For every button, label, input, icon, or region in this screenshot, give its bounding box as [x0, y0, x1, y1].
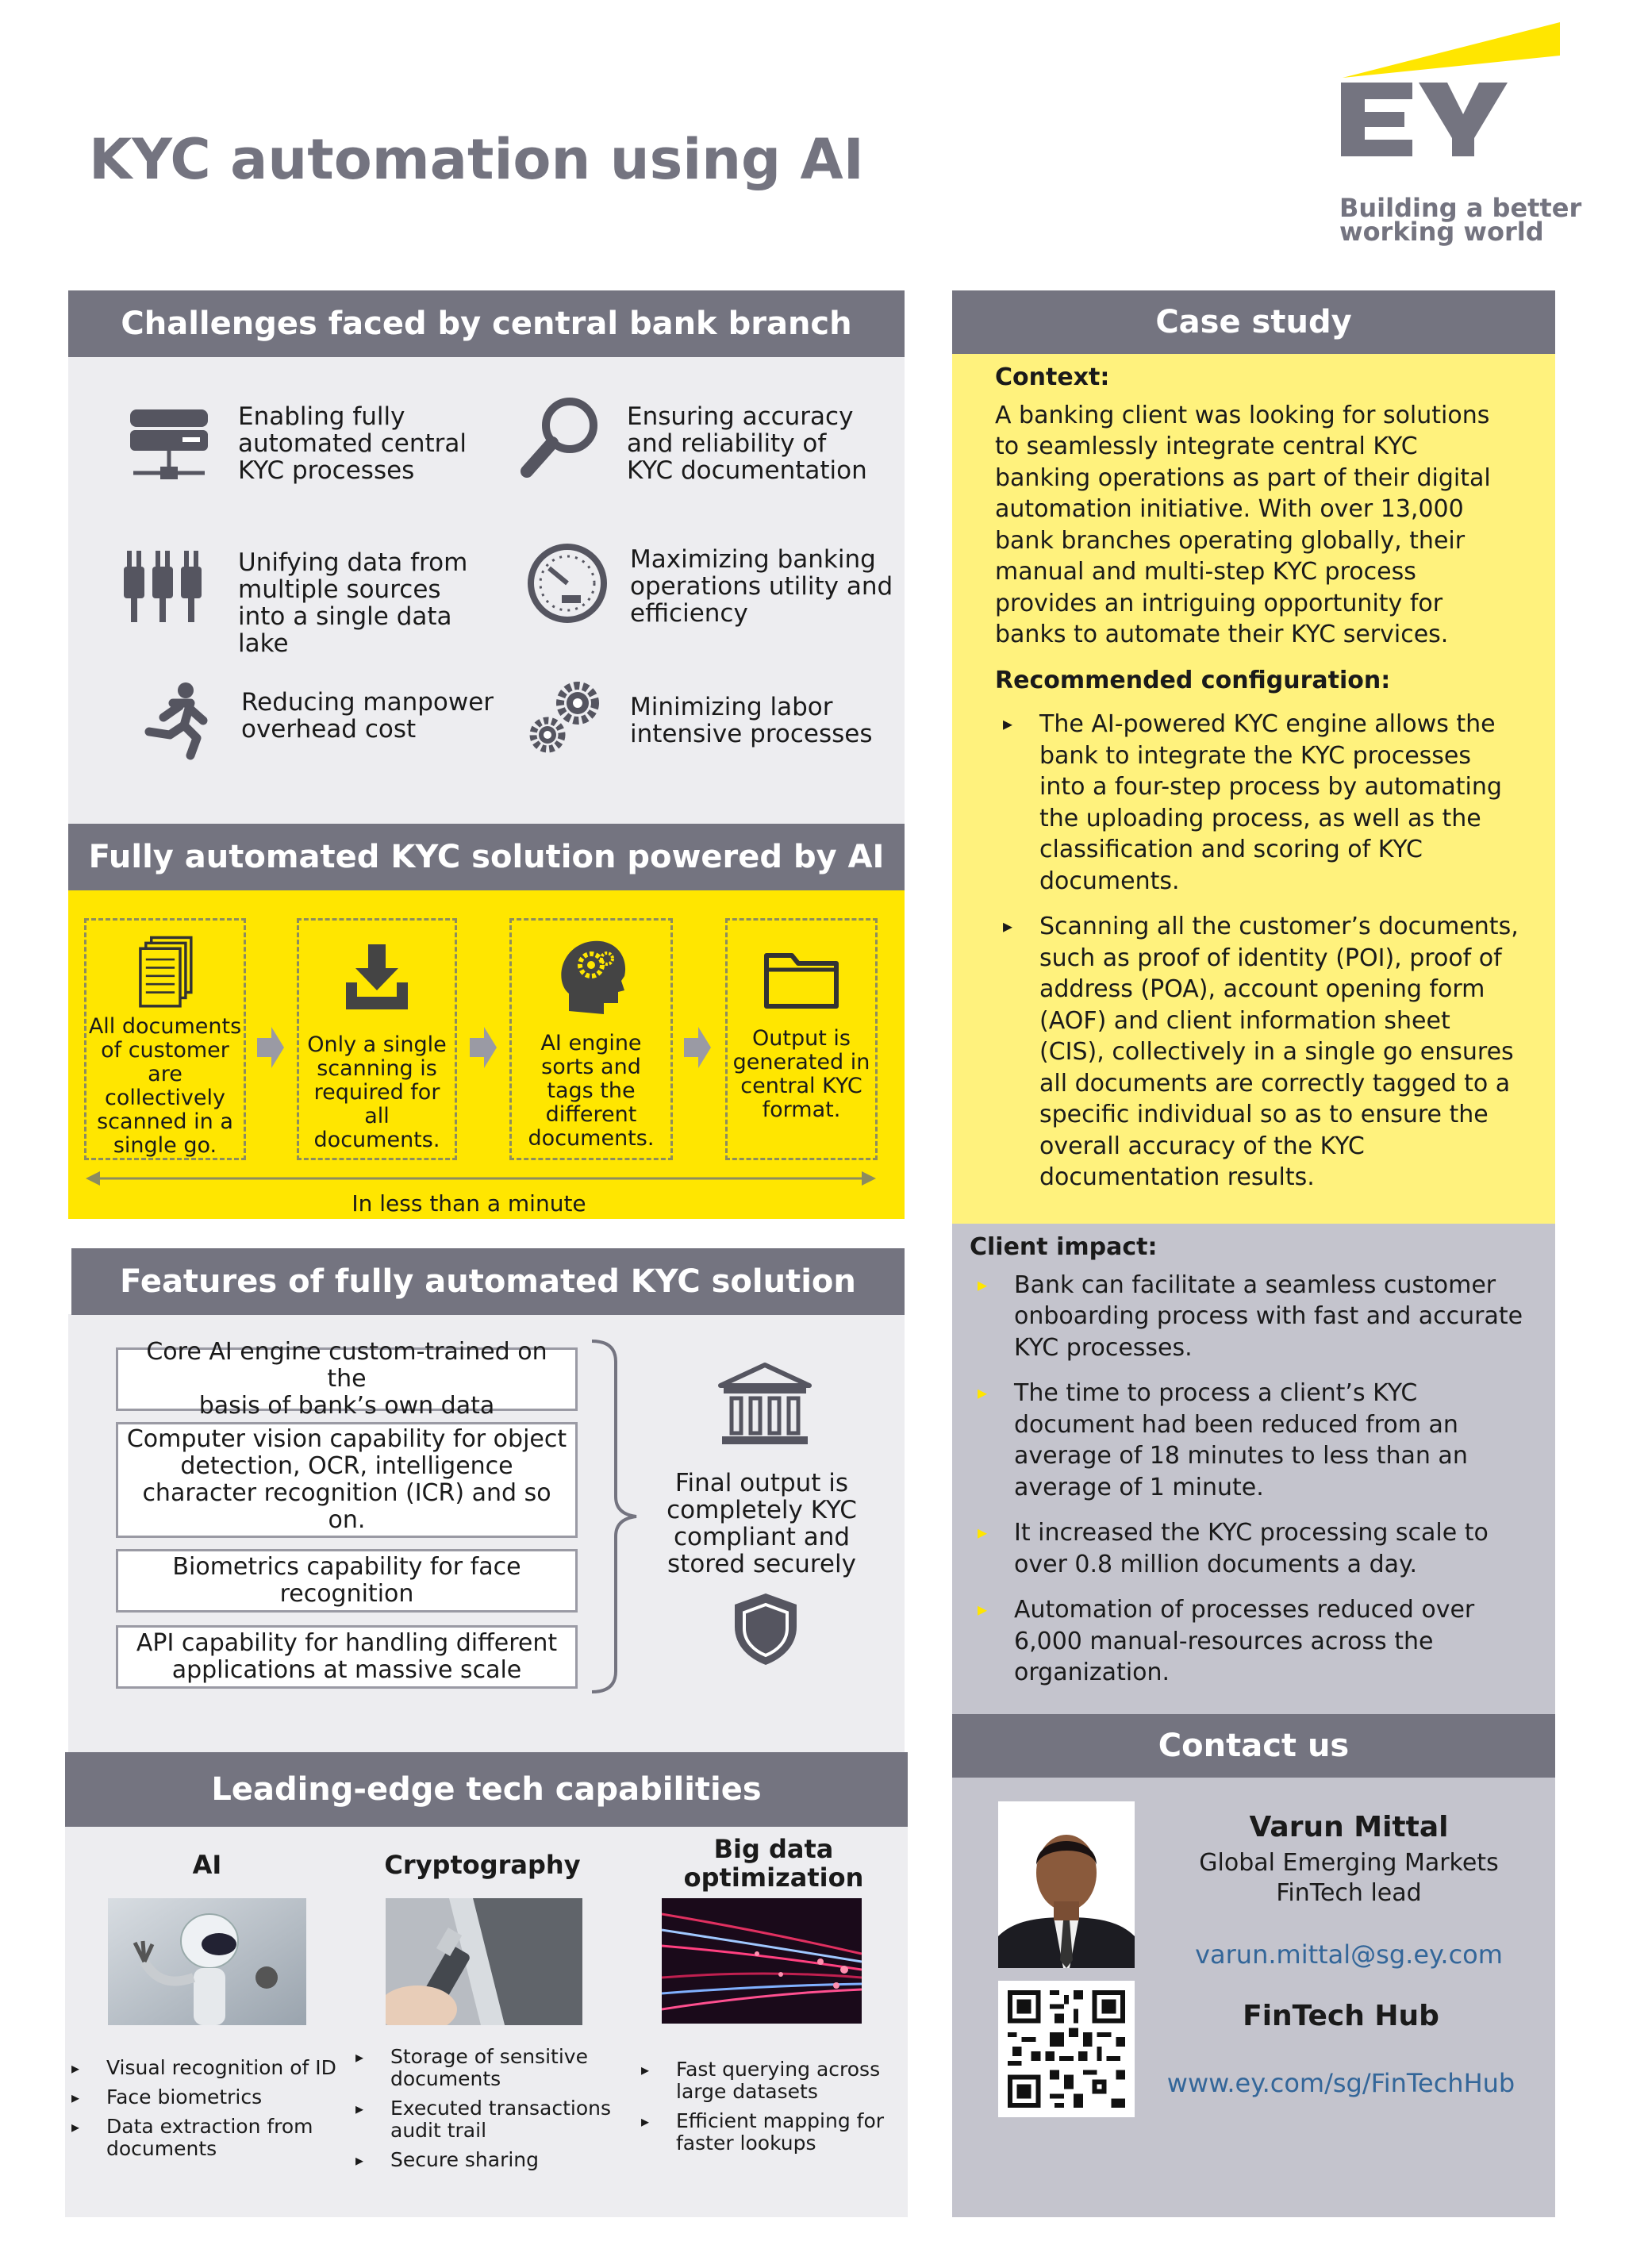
- robot-image: [108, 1898, 306, 2025]
- client-impact: [970, 1232, 1541, 1703]
- step-text-1: All documents of customer are collectively scanned in a single go.: [88, 1014, 242, 1158]
- server-icon: [125, 402, 213, 489]
- avatar: [998, 1801, 1135, 1968]
- challenge-text-4: Maximizing banking operations utility and efficiency: [630, 545, 893, 628]
- solution-step-1: [84, 918, 246, 1160]
- bullet-item: ▸ Visual recognition of ID: [71, 2057, 341, 2079]
- bullet-item: ▸ Storage of sensitive documents: [355, 2046, 625, 2090]
- case-study-header: Case study: [952, 290, 1555, 354]
- gears-icon: [522, 675, 609, 762]
- usb-key-image: [386, 1898, 582, 2025]
- documents-icon: [132, 935, 198, 1010]
- tech-title-crypto: Cryptography: [384, 1850, 581, 1880]
- context-label: Context:: [995, 363, 1110, 391]
- bullet-item: ▸ Face biometrics: [71, 2086, 341, 2108]
- config-bullet: ▸ Scanning all the customer’s documents, such as proof of identity (POI), proof of address (POA), account opening form (AOF) and client information sheet (CIS), collectively in a single go ensures all documents are correctly tagged to a specific individual so as to ensure the overall accuracy of the KYC documentation results.: [995, 911, 1519, 1194]
- folder-icon: [763, 948, 839, 1011]
- qr-code-icon[interactable]: [998, 1981, 1135, 2117]
- challenges-header: Challenges faced by central bank branch: [68, 290, 905, 357]
- feature-item-2: Computer vision capability for object detection, OCR, intelligence character recognition (ICR) and so on.: [116, 1422, 578, 1538]
- challenge-text-6: Minimizing labor intensive processes: [630, 693, 873, 748]
- ey-tagline-2: working world: [1339, 217, 1544, 247]
- magnifier-icon: [517, 394, 605, 481]
- shield-icon: [730, 1590, 801, 1666]
- final-output-text: Final output is completely KYC compliant and stored securely: [667, 1469, 857, 1578]
- contact-email-link[interactable]: varun.mittal@sg.ey.com: [1195, 1939, 1503, 1970]
- feature-item-1: Core AI engine custom-trained on the basis of bank’s own data: [116, 1347, 578, 1411]
- tech-title-bigdata: Big data optimization: [683, 1834, 864, 1893]
- fintech-hub-link[interactable]: www.ey.com/sg/FinTechHub: [1166, 2068, 1516, 2098]
- solution-step-3: [509, 918, 673, 1160]
- arrow-icon-2: [468, 1024, 498, 1071]
- impact-label: Client impact:: [970, 1233, 1158, 1261]
- step-text-2: Only a single scanning is required for all documents.: [307, 1032, 447, 1152]
- impact-bullet: ▸ Automation of processes reduced over 6,000 manual-resources across the organization.: [970, 1594, 1541, 1689]
- contact-header: Contact us: [952, 1714, 1555, 1778]
- tech-bullets-crypto: [355, 2046, 625, 2178]
- feature-item-4: API capability for handling different applications at massive scale: [116, 1625, 578, 1689]
- arrow-icon-1: [255, 1024, 286, 1071]
- contact-role-2: FinTech lead: [1276, 1879, 1422, 1907]
- feature-item-3: Biometrics capability for face recognition: [116, 1549, 578, 1613]
- impact-bullet: ▸ It increased the KYC processing scale to over 0.8 million documents a day.: [970, 1517, 1541, 1580]
- config-bullet: ▸ The AI-powered KYC engine allows the bank to integrate the KYC processes into a four-step process by automating the uploading process, as well as the classification and scoring of KYC documents.: [995, 709, 1519, 897]
- running-person-icon: [133, 679, 221, 767]
- bullet-item: ▸ Fast querying across large datasets: [641, 2058, 895, 2103]
- step-text-3: AI engine sorts and tags the different documents.: [528, 1031, 655, 1151]
- context-text: A banking client was looking for solutions to seamlessly integrate central KYC banking operations as part of their digital automation initiative. With over 13,000 bank branches operating globally, their manual and multi-step KYC process provides an intriguing opportunity for banks to automate their KYC services.: [995, 401, 1491, 648]
- ey-logo-mark-icon: [1333, 22, 1571, 157]
- features-header: Features of fully automated KYC solution: [71, 1248, 905, 1315]
- contact-role-1: Global Emerging Markets: [1199, 1849, 1499, 1877]
- solution-header: Fully automated KYC solution powered by AI: [68, 824, 905, 890]
- solution-step-2: [297, 918, 457, 1160]
- arrow-icon-3: [682, 1024, 713, 1071]
- ey-tagline-1: Building a better: [1339, 193, 1582, 223]
- challenge-text-5: Reducing manpower overhead cost: [241, 688, 494, 744]
- challenge-text-2: Ensuring accuracy and reliability of KYC documentation: [627, 402, 867, 485]
- tech-title-ai: AI: [192, 1850, 222, 1880]
- gauge-icon: [524, 540, 611, 627]
- impact-bullet: ▸ Bank can facilitate a seamless customer onboarding process with fast and accurate KYC processes.: [970, 1270, 1541, 1364]
- tech-header: Leading-edge tech capabilities: [65, 1752, 908, 1827]
- download-tray-icon: [341, 941, 413, 1013]
- plugs-icon: [121, 543, 208, 630]
- fiber-optics-image: [662, 1898, 862, 2024]
- ey-logo[interactable]: [1333, 22, 1582, 252]
- bank-icon: [717, 1362, 812, 1449]
- contact-name: Varun Mittal: [1249, 1811, 1449, 1843]
- tech-bullets-ai: [71, 2057, 341, 2167]
- impact-bullet: ▸ The time to process a client’s KYC document had been reduced from an average of 18 minutes to less than an average of 1 minute.: [970, 1378, 1541, 1503]
- bullet-item: ▸ Efficient mapping for faster lookups: [641, 2110, 895, 2155]
- step-text-4: Output is generated in central KYC format.: [732, 1026, 870, 1122]
- bullet-item: ▸ Data extraction from documents: [71, 2116, 341, 2160]
- config-list: [995, 709, 1519, 1194]
- bullet-item: ▸ Executed transactions audit trail: [355, 2097, 625, 2142]
- config-label: Recommended configuration:: [995, 666, 1391, 694]
- timeline-label: In less than a minute: [352, 1190, 586, 1217]
- challenge-text-3: Unifying data from multiple sources into a single data lake: [238, 548, 468, 658]
- impact-list: [970, 1270, 1541, 1689]
- case-study-context: [995, 362, 1519, 1208]
- timeline-arrow: [84, 1167, 878, 1190]
- challenge-text-1: Enabling fully automated central KYC processes: [238, 402, 467, 485]
- tech-bullets-bigdata: [641, 2058, 895, 2162]
- page-title: KYC automation using AI: [89, 127, 864, 192]
- fintech-hub-title: FinTech Hub: [1243, 2000, 1439, 2032]
- bullet-item: ▸ Secure sharing: [355, 2149, 625, 2171]
- solution-step-4: [725, 918, 878, 1160]
- ai-head-icon: [553, 935, 629, 1022]
